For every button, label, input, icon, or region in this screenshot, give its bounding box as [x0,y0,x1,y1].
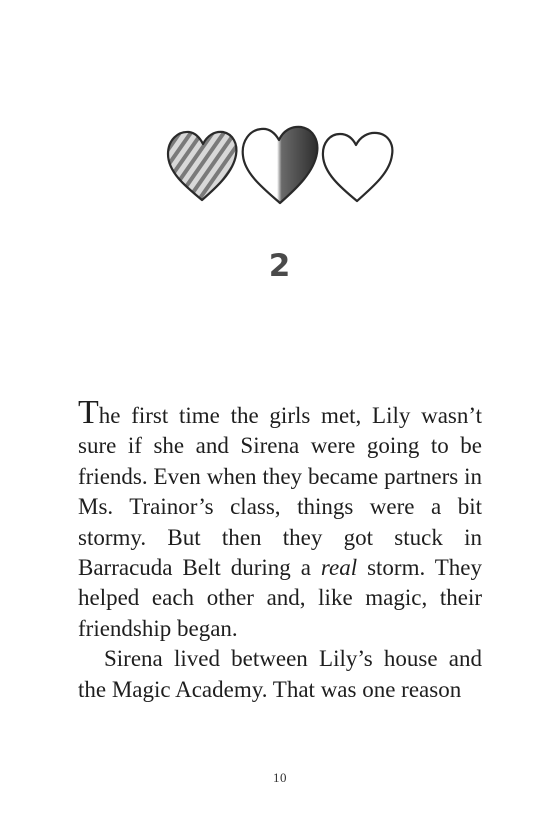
chapter-number: 2 [268,248,292,284]
drop-cap: T [78,394,99,431]
outline-heart-icon [323,133,392,201]
paragraph-1-emphasis: real [320,555,358,581]
half-filled-heart-icon [243,127,318,203]
paragraph-1-text-end: storm. They helped each other and, like magic, their friendship began. [78,555,482,641]
paragraph-2: Sirena lived between Lily’s house and the Magic Academy. That was one reason [78,646,482,702]
striped-heart-icon [168,132,236,200]
paragraph-1-text-start: he first time the girls met, Lily wasn’t sure if she and Sirena were going to be friends. Even when they became partners in Ms. Trainor’s class, things were a bit stormy. But then they got stuck in Barracuda Belt during a [78,403,482,581]
page-number: 10 [273,770,287,785]
chapter-body [78,394,482,705]
heart-ornament [163,122,398,208]
paragraph-1 [78,394,482,644]
